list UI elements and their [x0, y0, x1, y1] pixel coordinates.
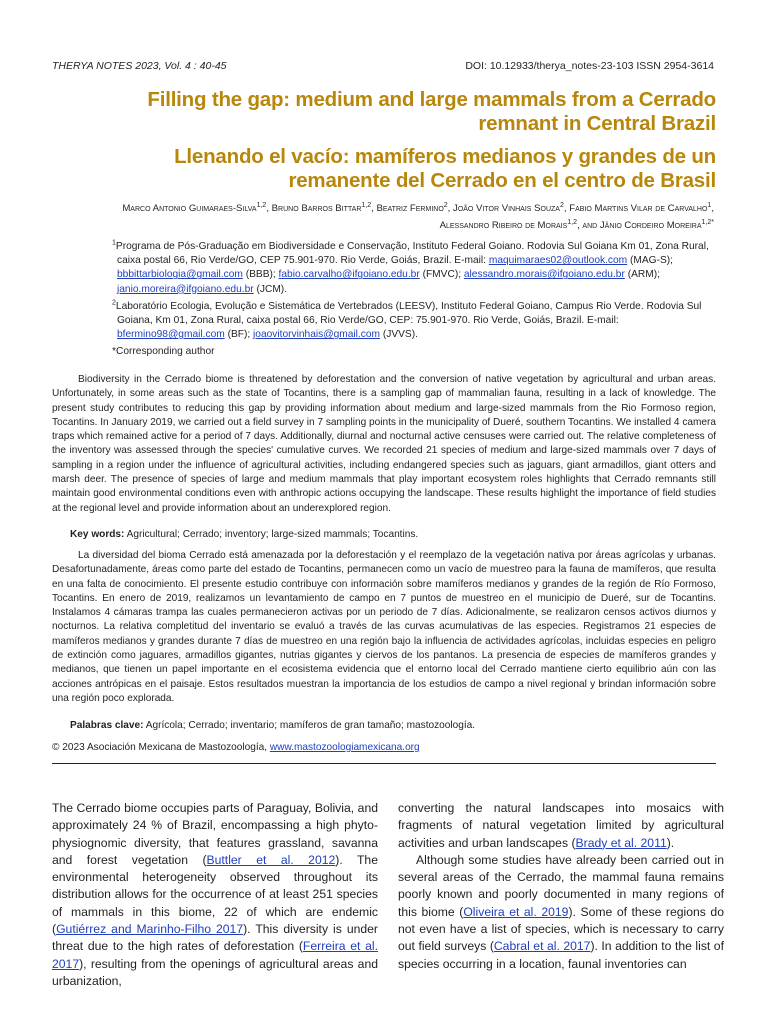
author-name: João Vitor Vinhais Souza — [453, 203, 560, 214]
affiliation-text: Programa de Pós-Graduação em Biodiversidade e Conservação, Instituto Federal Goiano. Rodovia Sul Goiana Km 01, Zona Rural, caixa postal 66, Rio Verde/GO, CEP 75.901-970. Rio Verde, Goiás, Brazil. E-mail: — [115, 241, 709, 267]
body-paragraph — [52, 800, 378, 990]
author-name: Alessandro Ribeiro de Morais — [439, 220, 568, 231]
email-link[interactable]: alessandro.morais@ifgoiano.edu.br — [463, 269, 625, 281]
body-text: ). Some of these regions do not even have a list of species, which is necessary to carry out field surveys ( — [398, 904, 724, 954]
corresponding-author: *Corresponding author — [112, 346, 215, 358]
email-link[interactable]: bfermino98@gmail.com — [117, 329, 225, 341]
copyright-line — [52, 742, 420, 753]
affiliation-number: 1 — [112, 239, 116, 247]
body-text: ). This diversity is under threat due to the high rates of deforestation ( — [52, 922, 378, 954]
author-affiliation-mark: 1,2 — [361, 201, 372, 209]
affiliation-text: (ARM); — [624, 269, 660, 281]
title-english-line-2: remnant in Central Brazil — [478, 112, 716, 135]
author-name: Bruno Barros Bittar — [271, 203, 362, 214]
society-website-link[interactable]: www.mastozoologiamexicana.org — [269, 742, 420, 753]
body-text: ), resulting from the openings of agricultural areas and urbanization, — [52, 956, 378, 988]
author-affiliation-mark: 1 — [707, 201, 712, 209]
author-affiliation-mark: 1,2 — [256, 201, 267, 209]
affiliation-text: (BF); — [224, 329, 254, 341]
body-text: Although some studies have already been carried out in several areas of the Cerrado, the mammal fauna remains poorly known and poorly documented in many regions of this biome ( — [398, 852, 724, 919]
title-spanish-line-2: remanente del Cerrado en el centro de Brasil — [288, 169, 716, 192]
body-text: The Cerrado biome occupies parts of Paraguay, Bolivia, and approximately 24 % of Brazil, encompassing a high phyto-physiognomic diversity, that features grassland, savanna and forest vegetation ( — [52, 801, 378, 867]
palabras-clave-label: Palabras clave: — [70, 720, 144, 731]
affiliation-text: (JCM). — [253, 283, 288, 295]
author-affiliation-mark: 1,2 — [567, 218, 578, 226]
citation-link[interactable]: Buttler et al. 2012 — [206, 852, 336, 867]
affiliation-text: (MAG-S); — [627, 255, 674, 267]
abstract-spanish-text: La diversidad del bioma Cerrado está amenazada por la deforestación y el reemplazo de la vegetación nativa por áreas agrícolas y urbanas. Desafortunadamente, áreas como parte del estado de Tocantins, permanecen como un vacío de muestreo para la fauna de mamíferos, que resulta en una falta de conocimiento. El presente estudio contribuye con información sobre mamíferos medianos y grandes de la región de Río Formoso, Tocantins. En enero de 2019, realizamos un levantamiento de campo en 7 puntos de muestreo en el municipio de Dueré, sur de Tocantins. Instalamos 4 cámaras trampa las cuales permanecieron activas por un periodo de 7 días. Adicionalmente, se realizaron censos activos diurnos y nocturnos. La relativa completitud del inventario se evaluó a través de las curvas acumulativas de las especies. Registramos 21 especies de mamíferos medianos y grandes durante 7 días de muestreo en una región bajo la influencia de actividades agrícolas, incluidas especies en peligro de extinción como jaguares, armadillos gigantes, nutrias gigantes y ciervos de los pantanos. La presencia de especies de mamíferos grandes y medianos, que tienen un papel importante en el ecosistema evidencia que el entorno local del Cerrado mantiene cierto equilibrio aún con las acciones antrópicas en el paisaje. Estos resultados muestran la importancia de los estudios de campo a nivel regional y brindan información sobre una región poco explorada. — [52, 550, 716, 704]
email-link[interactable]: joaovitorvinhais@gmail.com — [253, 329, 381, 341]
palabras-clave — [70, 720, 710, 731]
palabras-clave-text: Agrícola; Cerrado; inventario; mamíferos de gran tamaño; mastozoología. — [143, 720, 476, 731]
body-paragraph — [398, 852, 724, 973]
abstract-spanish — [52, 549, 716, 706]
author-list — [54, 200, 714, 234]
email-link[interactable]: bbbittarbiologia@gmail.com — [117, 269, 243, 281]
author-affiliation-mark: 1,2* — [701, 218, 714, 226]
affiliation-text: (FMVC); — [419, 269, 464, 281]
citation-link[interactable]: Cabral et al. 2017 — [493, 939, 591, 954]
affiliation-1 — [112, 240, 716, 297]
body-text: ). The environmental heterogeneity observed throughout its distribution allows for the occurrence of at least 251 species of mammals in this biome, 22 of which are endemic ( — [52, 852, 378, 937]
affiliations — [112, 240, 716, 363]
author-name: Beatriz Fermino — [376, 203, 444, 214]
body-column-right — [398, 800, 724, 973]
author-name: and Jânio Cordeiro Moreira — [582, 220, 702, 231]
citation-link[interactable]: Gutiérrez and Marinho-Filho 2017 — [56, 922, 244, 937]
abstract-english — [52, 373, 716, 516]
title-english — [76, 88, 716, 136]
author-name: Marco Antonio Guimaraes-Silva — [122, 203, 257, 214]
body-column-left — [52, 800, 378, 990]
title-english-line-1: Filling the gap: medium and large mammals from a Cerrado — [147, 88, 716, 111]
citation-link[interactable]: Oliveira et al. 2019 — [463, 904, 569, 919]
doi-issn: DOI: 10.12933/therya_notes-23-103 ISSN 2954-3614 — [465, 60, 714, 72]
citation-link[interactable]: Brady et al. 2011 — [575, 835, 667, 850]
body-text: ). In addition to the list of species occurring in a location, faunal inventories can — [398, 939, 724, 971]
copyright-text: © 2023 Asociación Mexicana de Mastozoología, — [52, 742, 270, 753]
affiliation-2 — [112, 300, 716, 343]
author-affiliation-mark: 2 — [559, 201, 564, 209]
author-line-1: Marco Antonio Guimaraes-Silva$^{1,2}$, Bruno Barros Bittar$^{1,2}$, Beatriz Fermino$^2$, João Vitor Vinhais Souza$^2$, Fabio Martins Vilar de Carvalho$^1$, — [122, 201, 714, 214]
affiliation-text: (JVVS). — [380, 329, 418, 341]
email-link[interactable]: janio.moreira@ifgoiano.edu.br — [117, 283, 254, 295]
body-paragraph — [398, 800, 724, 852]
body-text: converting the natural landscapes into mosaics with fragments of natural vegetation limited by agricultural activities and urban landscapes ( — [398, 801, 724, 850]
author-name: Fabio Martins Vilar de Carvalho — [569, 203, 708, 214]
citation-link[interactable]: Ferreira et al. 2017 — [52, 939, 378, 971]
keywords-text: Agricultural; Cerrado; inventory; large-sized mammals; Tocantins. — [124, 529, 419, 540]
body-text: ). — [666, 835, 675, 850]
author-affiliation-mark: 2 — [443, 201, 448, 209]
abstract-english-text: Biodiversity in the Cerrado biome is threatened by deforestation and the conversion of native vegetation by agricultural and urban areas. Unfortunately, in some areas such as the state of Tocantins, there is a sampling gap of mammalian fauna, resulting in a lack of knowledge. The present study contributes to reducing this gap by providing information about medium and large-sized mammals from the Rio Formoso region, Tocantins. In January 2019, we carried out a field survey in 7 sampling points in the municipality of Dueré, southern Tocantins. We installed 4 camera traps which remained active for a period of 7 days. Additionally, diurnal and nocturnal active censuses were carried out. The relative completeness of the inventory was assessed through the species' cumulative curves. We recorded 21 species of medium and large-sized mammals over 7 days of sampling in a region under the influence of agricultural activities, including endangered species such as jaguars, giant armadillos, giant otters and marsh deer. The presence of species of large and medium mammals that play important ecosystem roles highlights that Cerrado remnants still maintain good environmental conditions even with anthropic actions occupying the landscape. These results highlight the importance of field studies at the regional level and provide information about an underexplored region. — [52, 374, 716, 514]
email-link[interactable]: maquimaraes02@outlook.com — [488, 255, 628, 267]
author-line-2: Alessandro Ribeiro de Morais$^{1,2}$, and Jânio Cordeiro Moreira$^{1,2*}$ — [439, 218, 714, 231]
affiliation-text: Laboratório Ecologia, Evolução e Sistemática de Vertebrados (LEESV), Instituto Federal Goiano, Campus Rio Verde. Rodovia Sul Goiana, Km 01, Zona Rural, caixa postal 66, Rio Verde/GO, CEP: 75.901-970. Rio Verde, Goiás, Brazil. E-mail: — [115, 300, 702, 327]
section-divider — [52, 763, 716, 764]
keywords — [70, 529, 710, 540]
title-spanish — [76, 145, 716, 193]
journal-header: THERYA NOTES 2023, Vol. 4 : 40-45 — [52, 60, 227, 72]
affiliation-text: (BBB); — [242, 269, 279, 281]
affiliation-number: 2 — [112, 299, 116, 307]
email-link[interactable]: fabio.carvalho@ifgoiano.edu.br — [278, 269, 420, 281]
keywords-label: Key words: — [70, 529, 125, 540]
title-spanish-line-1: Llenando el vacío: mamíferos medianos y grandes de un — [174, 145, 716, 168]
